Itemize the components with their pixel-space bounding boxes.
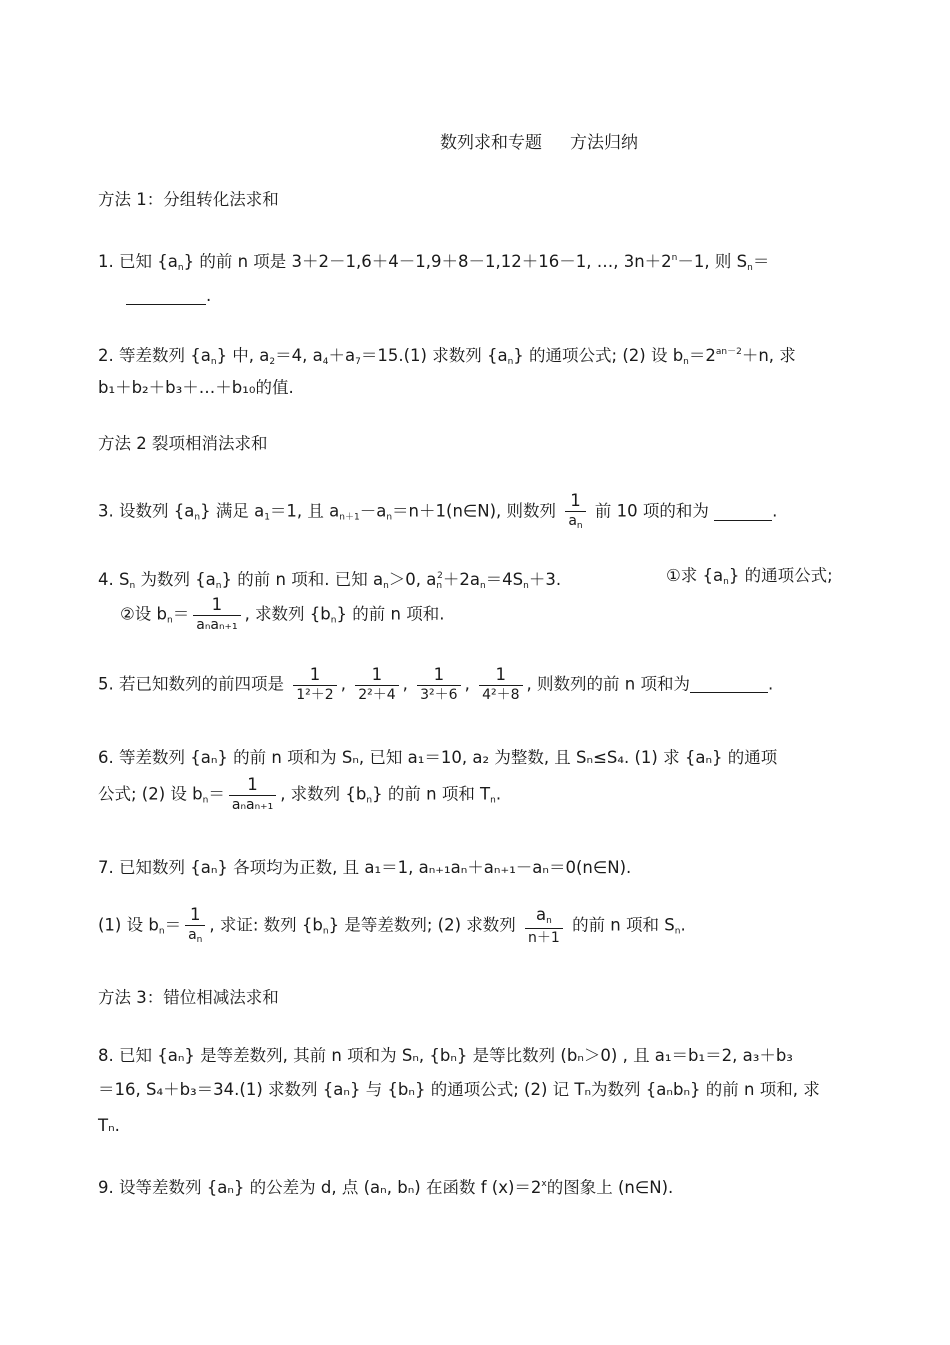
answer-blank xyxy=(690,674,768,693)
fraction: $\frac{1}{a_n}$ xyxy=(565,492,585,532)
question-1: 1. 已知 $\{a_n\}$ 的前 n 项是 3＋2－1,6＋4－1,9＋8－1,12＋16－1, …, $3n+2^n-1$, 则 $S_n=$ xyxy=(98,252,770,273)
question-8: 8. 已知 {aₙ} 是等差数列, 其前 n 项和为 Sₙ, {bₙ} 是等比数列 (bₙ＞0) , 且 a₁＝b₁＝2, a₃＋b₃ xyxy=(98,1046,793,1065)
fraction: $\frac{a_n}{n+1}$ xyxy=(525,906,563,946)
fraction: $\frac{1}{\text{2²＋4}}$ xyxy=(355,666,398,704)
method-1-heading: 方法 1：分组转化法求和 xyxy=(98,190,279,209)
method-3-heading: 方法 3：错位相减法求和 xyxy=(98,988,279,1007)
method-2-heading: 方法 2 裂项相消法求和 xyxy=(98,434,268,453)
question-8-line-3: Tₙ. xyxy=(98,1116,120,1135)
question-2: 2. 等差数列 $\{a_n\}$ 中, $a_2=4$, $a_4+a_7=15.(1)$ 求数列 $\{a_n\}$ 的通项公式; (2) 设 $b_n=2^{an-2}+n$, 求 xyxy=(98,346,796,367)
question-7: 7. 已知数列 {aₙ} 各项均为正数, 且 a₁＝1, aₙ₊₁aₙ＋aₙ₊₁－aₙ＝0(n∈N). xyxy=(98,858,632,877)
fraction: $\frac{1}{a_n}$ xyxy=(185,906,205,946)
title-main: 数列求和专题 xyxy=(440,133,542,153)
question-9: 9. 设等差数列 {aₙ} 的公差为 d, 点 (aₙ, bₙ) 在函数 f $(x)=2^x$的图象上 (n∈N). xyxy=(98,1178,674,1197)
page-title xyxy=(440,128,638,153)
fraction: $\frac{1}{\text{4²＋8}}$ xyxy=(479,666,522,704)
answer-blank xyxy=(126,286,206,305)
question-7-line-2: (1) 设 $b_n=$ $\frac{1}{a_n}$ , 求证: 数列 $\{b_n\}$ 是等差数列; (2) 求数列 $\frac{a_n}{n+1}$ 的前 n 项和 $S_n$. xyxy=(98,905,686,946)
question-1-blank: . xyxy=(126,284,211,308)
question-4-line-2: ②设 $b_n=$ $\frac{1}{\text{aₙaₙ₊₁}}$ , 求数列 $\{b_n\}$ 的前 n 项和. xyxy=(120,595,445,634)
fraction: $\frac{1}{\text{1²＋2}}$ xyxy=(293,666,336,704)
question-3: 3. 设数列 $\{a_n\}$ 满足 $a_1=1$, 且 $a_{n+1}-a_n=n+1(n\in N)$, 则数列 $\frac{1}{a_n}$ 前 10 项的和为 . xyxy=(98,491,778,532)
fraction: $\frac{1}{\text{aₙaₙ₊₁}}$ xyxy=(229,776,276,814)
title-sub: 方法归纳 xyxy=(570,133,638,153)
question-4: 4. $S_n$ 为数列 $\{a_n\}$ 的前 n 项和. 已知 $a_n>0$, $a_n^2+2a_n=4S_n+3$. ①求 $\{a_n\}$ 的通项公式; xyxy=(98,566,833,591)
question-8-line-2: ＝16, S₄＋b₃＝34.(1) 求数列 {aₙ} 与 {bₙ} 的通项公式; (2) 记 Tₙ为数列 {aₙbₙ} 的前 n 项和, 求 xyxy=(98,1080,820,1099)
question-6: 6. 等差数列 {aₙ} 的前 n 项和为 Sₙ, 已知 a₁＝10, a₂ 为整数, 且 Sₙ≤S₄. (1) 求 {aₙ} 的通项 xyxy=(98,748,778,767)
question-6-line-2: 公式; (2) 设 $b_n=$ $\frac{1}{\text{aₙaₙ₊₁}}$ , 求数列 $\{b_n\}$ 的前 n 项和 $T_n$. xyxy=(98,775,502,814)
fraction: $\frac{1}{\text{3²＋6}}$ xyxy=(417,666,460,704)
fraction: $\frac{1}{\text{aₙaₙ₊₁}}$ xyxy=(193,596,240,634)
question-2-line-2: b₁＋b₂＋b₃＋…＋b₁₀的值. xyxy=(98,378,294,397)
answer-blank xyxy=(714,502,772,521)
question-5: 5. 若已知数列的前四项是 $\frac{1}{\text{1²＋2}}$ , $\frac{1}{\text{2²＋4}}$ , $\frac{1}{\text{3²＋6}}$ , $\frac{1}{\text{4²＋8}}$ , 则数列的前 n 项和为 . xyxy=(98,665,774,704)
